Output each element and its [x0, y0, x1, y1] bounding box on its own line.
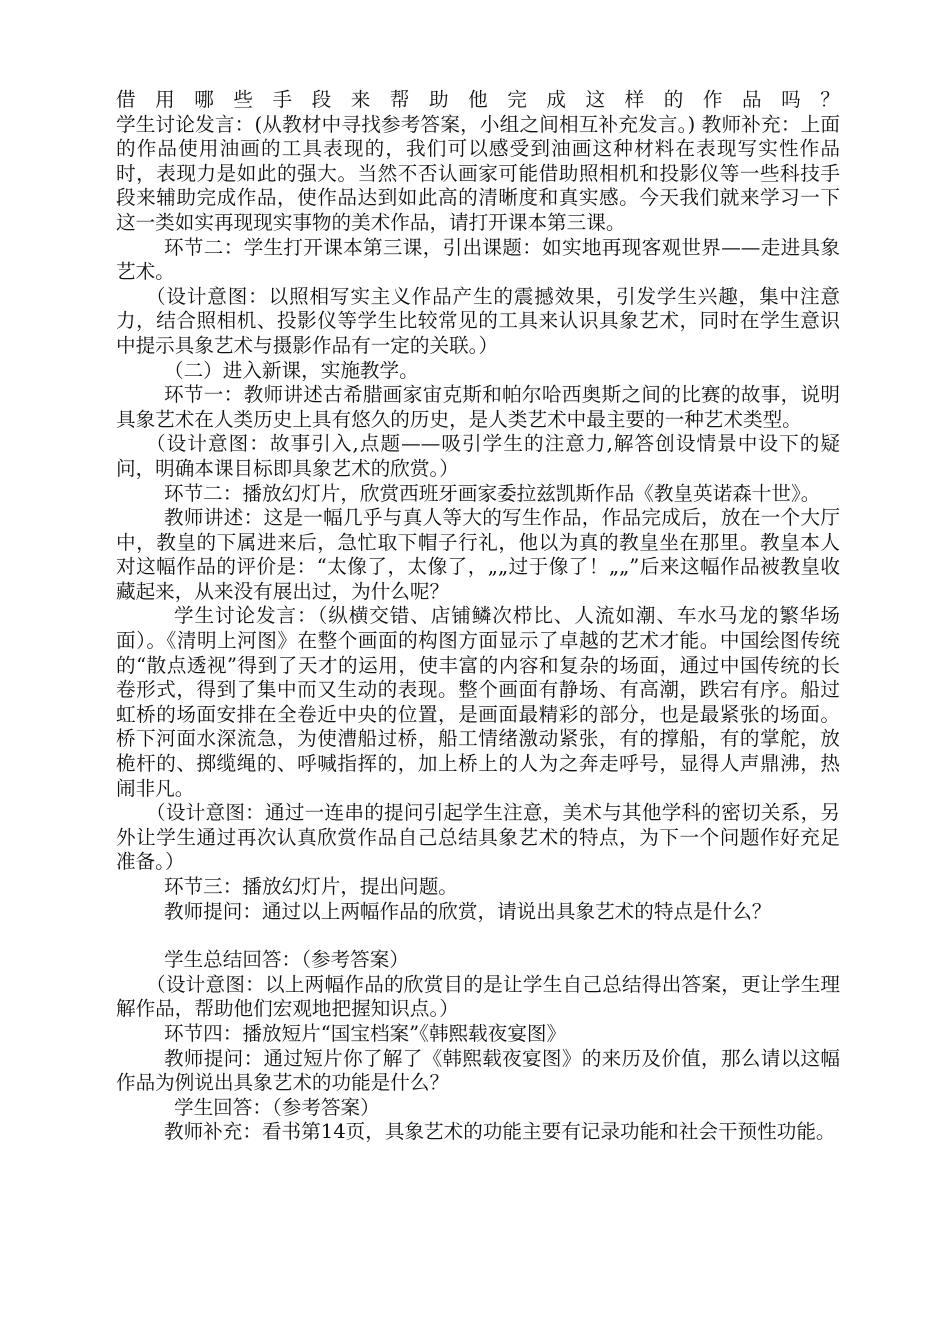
paragraph-teacher-supplement: 教师补充：看书第14页，具象艺术的功能主要有记录功能和社会干预性功能。	[164, 1120, 836, 1144]
char: 吗	[781, 88, 801, 111]
paragraph-step1: 环节一：教师讲述古希腊画家宙克斯和帕尔哈西奥斯之间的比赛的故事，说明具象艺术在人类历史上具有悠久的历史，是人类艺术中最主要的一种艺术类型。	[116, 383, 840, 431]
char: 他	[468, 88, 488, 111]
char: 成	[546, 88, 566, 111]
paragraph-student-discussion: 学生讨论发言：（纵横交错、店铺鳞次栉比、人流如潮、车水马龙的繁华场面）。《清明上河图》在整个画面的构图方面显示了卓越的艺术才能。中国绘图传统的“散点透视”得到了天才的运用，使丰富的内容和复杂的场面，通过中国传统的长卷形式，得到了集中而又生动的表现。整个画面有静场、有高潮，跌宕有序。船过虹桥的场面安排在全卷近中央的位置，是画面最精彩的部分，也是最紧张的场面。桥下河面水深流急，为使漕船过桥，船工情绪激动紧张，有的撑船，有的掌舵，放桅杆的、掷缆绳的、呼喊指挥的，加上桥上的人为之奔走呼号，显得人声鼎沸，热闹非凡。	[116, 604, 840, 800]
document-page	[116, 88, 840, 1145]
paragraph-design-intent-2: （设计意图：故事引入,点题——吸引学生的注意力,解答创设情景中设下的疑问，明确本课目标即具象艺术的欣赏。）	[116, 432, 840, 480]
paragraph-student-summary: 学生总结回答：（参考答案）	[164, 948, 409, 972]
paragraph-design-intent-1: （设计意图：以照相写实主义作品产生的震撼效果，引发学生兴趣，集中注意力，结合照相机、投影仪等学生比较常见的工具来认识具象艺术，同时在学生意识中提示具象艺术与摄影作品有一定的关联。）	[116, 284, 840, 357]
char: 来	[350, 88, 371, 111]
char: 用	[155, 88, 175, 111]
char: 手	[272, 88, 293, 111]
char: 样	[624, 88, 645, 111]
char: 完	[507, 88, 527, 111]
paragraph-teacher-narration: 教师讲述：这是一幅几乎与真人等大的写生作品，作品完成后，放在一个大厅中，教皇的下属进来后，急忙取下帽子行礼，他以为真的教皇坐在那里。教皇本人对这幅作品的评价是：“太像了，太像了，„„过于像了！„„”后来这幅作品被教皇收藏起来，从来没有展出过，为什么呢？	[116, 506, 840, 603]
char: 的	[663, 88, 684, 111]
paragraph-design-intent-4: （设计意图：以上两幅作品的欣赏目的是让学生自己总结得出答案，更让学生理解作品，帮助他们宏观地把握知识点。）	[116, 972, 840, 1021]
blank-line	[116, 924, 840, 948]
paragraph-section-2: （二）进入新课，实施教学。	[164, 358, 419, 382]
char: 借	[116, 88, 136, 111]
paragraph-teacher-question-2: 教师提问：通过短片你了解了《韩熙载夜宴图》的来历及价值，那么请以这幅作品为例说出具象艺术的功能是什么？	[116, 1046, 840, 1095]
paragraph-intro: 学生讨论发言：(从教材中寻找参考答案，小组之间相互补充发言。) 教师补充：上面的作品使用油画的工具表现的，我们可以感受到油画这种材料在表现写实性作品时，表现力是如此的强大。当然不否认画家可能借助照相机和投影仪等一些科技手段来辅助完成作品，使作品达到如此高的清晰度和真实感。今天我们就来学习一下这一类如实再现现实事物的美术作品，请打开课本第三课。	[116, 112, 840, 234]
char: 哪	[194, 88, 214, 111]
paragraph-step3: 环节三：播放幻灯片，提出问题。	[164, 875, 458, 898]
char: 些	[233, 88, 253, 111]
char: 品	[742, 88, 762, 111]
char: 段	[311, 88, 332, 111]
opening-question-line	[116, 88, 840, 113]
char: 这	[585, 88, 606, 111]
paragraph-design-intent-3: （设计意图：通过一连串的提问引起学生注意，美术与其他学科的密切关系，另外让学生通过再次认真欣赏作品自己总结具象艺术的特点，为下一个问题作好充足准备。）	[116, 801, 840, 874]
paragraph-step2-open: 环节二：学生打开课本第三课，引出课题：如实地再现客观世界——走进具象艺术。	[116, 235, 840, 284]
paragraph-student-answer: 学生回答：（参考答案）	[174, 1095, 380, 1119]
paragraph-teacher-question-1: 教师提问：通过以上两幅作品的欣赏，请说出具象艺术的特点是什么？	[164, 899, 772, 923]
char: 作	[702, 88, 723, 111]
char: ？	[820, 88, 840, 111]
char: 帮	[389, 88, 410, 111]
paragraph-step4: 环节四：播放短片“国宝档案”《韩熙载夜宴图》	[164, 1021, 567, 1045]
paragraph-step2: 环节二：播放幻灯片，欣赏西班牙画家委拉兹凯斯作品《教皇英诺森十世》。	[164, 481, 821, 505]
char: 助	[429, 88, 449, 111]
